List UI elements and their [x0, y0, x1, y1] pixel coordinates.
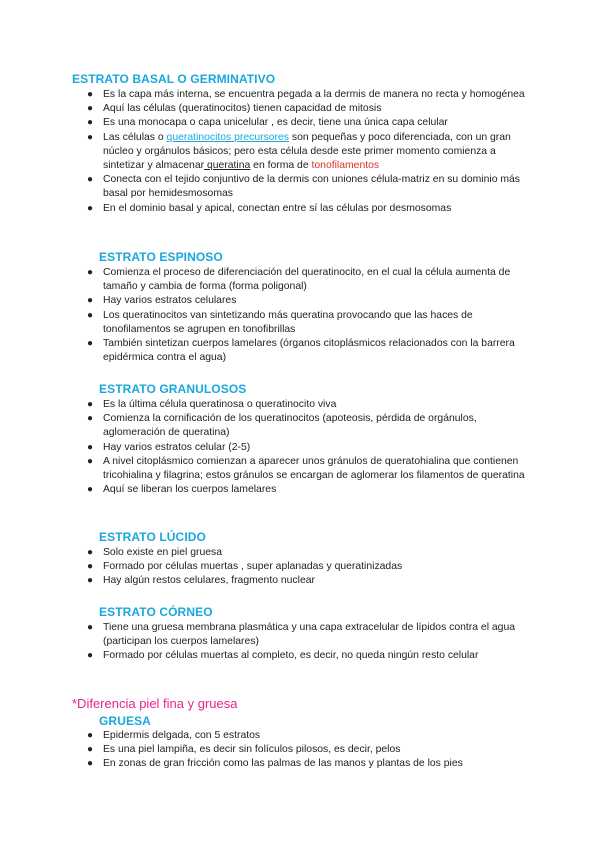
bullet-icon: ●: [87, 295, 94, 307]
bullet-icon: ●: [87, 174, 94, 186]
bullet-icon: ●: [87, 730, 94, 741]
bullet-icon: ●: [87, 309, 94, 321]
list-item: [85, 88, 525, 102]
bullet-icon: ●: [87, 455, 94, 467]
bullet-icon: ●: [87, 413, 94, 425]
heading-estrato-espinoso: ESTRATO ESPINOSO: [99, 250, 223, 264]
list-item: [85, 173, 525, 201]
list-item: [85, 337, 525, 365]
section-lucido: [85, 546, 525, 589]
item-text: En zonas de gran fricción como las palmas de las manos y plantas de los pies: [103, 758, 463, 770]
bullet-icon: ●: [87, 744, 94, 756]
bullet-icon: ●: [87, 622, 94, 633]
bullet-icon: ●: [87, 399, 94, 410]
queratinocitos-precursores-link[interactable]: queratinocitos precursores: [166, 131, 289, 143]
item-text: Tiene una gruesa membrana plasmática y una capa extracelular de lípidos contra el agua (participan los cuerpos lamelares): [103, 622, 516, 648]
item-text: Hay algún restos celulares, fragmento nuclear: [103, 575, 315, 587]
tonofilamentos-red: tonofilamentos: [311, 160, 380, 172]
list-item: [85, 309, 525, 337]
item-text: Las células o: [103, 131, 167, 143]
bullet-icon: ●: [87, 484, 94, 496]
heading-estrato-corneo: ESTRATO CÓRNEO: [99, 605, 213, 619]
item-text: Aquí las células (queratinocitos) tienen capacidad de mitosis: [103, 103, 382, 115]
list-item: [85, 116, 525, 130]
list-granulosos: [85, 398, 525, 497]
item-text: Comienza el proceso de diferenciación del queratinocito, en el cual la célula aumenta de tamaño y cambia de forma (forma poligonal): [103, 267, 511, 293]
section-basal: [85, 88, 525, 216]
bullet-icon: ●: [87, 547, 94, 558]
item-text: A nivel citoplásmico comienzan a aparecer unos gránulos de queratohialina que contienen tricohialina y filagrina; estos gránulos se encargan de aglomerar los filamentos de queratina: [103, 455, 525, 482]
section-granulosos: [85, 398, 525, 497]
item-text: Formado por células muertas , super aplanadas y queratinizadas: [103, 561, 403, 573]
list-item: [85, 546, 525, 560]
item-text: Solo existe en piel gruesa: [103, 547, 222, 558]
list-basal: [85, 88, 525, 216]
item-text: Comienza la cornificación de los queratinocitos (apoteosis, pérdida de orgánulos, aglomeración de queratina): [103, 413, 477, 439]
list-item: [85, 483, 525, 497]
item-text: Los queratinocitos van sintetizando más queratina provocando que las haces de tonofilamentos se agrupen en tonofibrillas: [103, 309, 473, 335]
list-item: [85, 398, 525, 412]
list-espinoso: [85, 266, 525, 365]
list-item: [85, 202, 525, 216]
list-item: [85, 729, 525, 743]
queratina-underlined: queratina: [204, 160, 251, 172]
section-espinoso: [85, 266, 525, 365]
item-text: Formado por células muertas al completo, es decir, no queda ningún resto celular: [103, 650, 479, 662]
list-item: [85, 649, 525, 663]
list-item: [85, 266, 525, 294]
section-corneo: [85, 621, 525, 664]
list-item: [85, 560, 525, 574]
item-text: Es la capa más interna, se encuentra pegada a la dermis de manera no recta y homogénea: [103, 89, 525, 100]
heading-gruesa: GRUESA: [99, 714, 151, 728]
bullet-icon: ●: [87, 338, 94, 350]
bullet-icon: ●: [87, 758, 94, 770]
bullet-icon: ●: [87, 89, 94, 100]
item-text: Aquí se liberan los cuerpos lamelares: [103, 484, 277, 496]
bullet-icon: ●: [87, 575, 94, 587]
list-corneo: [85, 621, 525, 664]
item-text: Es una piel lampiña, es decir sin folículos pilosos, es decir, pelos: [103, 744, 401, 756]
list-item: [85, 757, 525, 771]
list-item: [85, 412, 525, 440]
bullet-icon: ●: [87, 561, 94, 573]
bullet-icon: ●: [87, 202, 94, 214]
heading-estrato-lucido: ESTRATO LÚCIDO: [99, 530, 206, 544]
item-text: Epidermis delgada, con 5 estratos: [103, 730, 261, 741]
list-item: [85, 102, 525, 116]
bullet-icon: ●: [87, 267, 94, 278]
list-item: [85, 294, 525, 308]
item-text: Hay varios estratos celular (2-5): [103, 441, 251, 453]
heading-estrato-basal: ESTRATO BASAL O GERMINATIVO: [72, 72, 276, 86]
list-item: [85, 574, 525, 588]
heading-diferencia-piel: *Diferencia piel fina y gruesa: [72, 696, 238, 711]
list-item: [85, 743, 525, 757]
bullet-icon: ●: [87, 131, 94, 143]
list-item: [85, 455, 525, 483]
bullet-icon: ●: [87, 441, 94, 453]
item-text: Es una monocapa o capa unicelular , es decir, tiene una única capa celular: [103, 117, 448, 129]
item-text: En el dominio basal y apical, conectan entre sí las células por desmosomas: [103, 202, 452, 214]
bullet-icon: ●: [87, 117, 94, 129]
item-text: También sintetizan cuerpos lamelares (órganos citoplásmicos relacionados con la barrera epidérmica contra el agua): [103, 338, 515, 364]
item-text: Conecta con el tejido conjuntivo de la dermis con uniones célula-matriz en su dominio más basal por hemidesmosomas: [103, 174, 521, 200]
list-item: [85, 621, 525, 649]
list-item: [85, 131, 525, 174]
list-lucido: [85, 546, 525, 589]
bullet-icon: ●: [87, 103, 94, 115]
item-text: Hay varios estratos celulares: [103, 295, 237, 307]
list-gruesa: [85, 729, 525, 772]
heading-estrato-granulosos: ESTRATO GRANULOSOS: [99, 382, 247, 396]
bullet-icon: ●: [87, 650, 94, 662]
item-text: Es la última célula queratinosa o queratinocito viva: [103, 399, 337, 410]
list-item: [85, 441, 525, 455]
item-text: son pequeñas y poco diferenciada, con un gran núcleo y orgánulos básicos; pero esta célula desde este primer momento comienza a sintetizar y almacenar: [103, 131, 511, 172]
section-gruesa: [85, 729, 525, 772]
item-text: en forma de: [250, 160, 312, 172]
